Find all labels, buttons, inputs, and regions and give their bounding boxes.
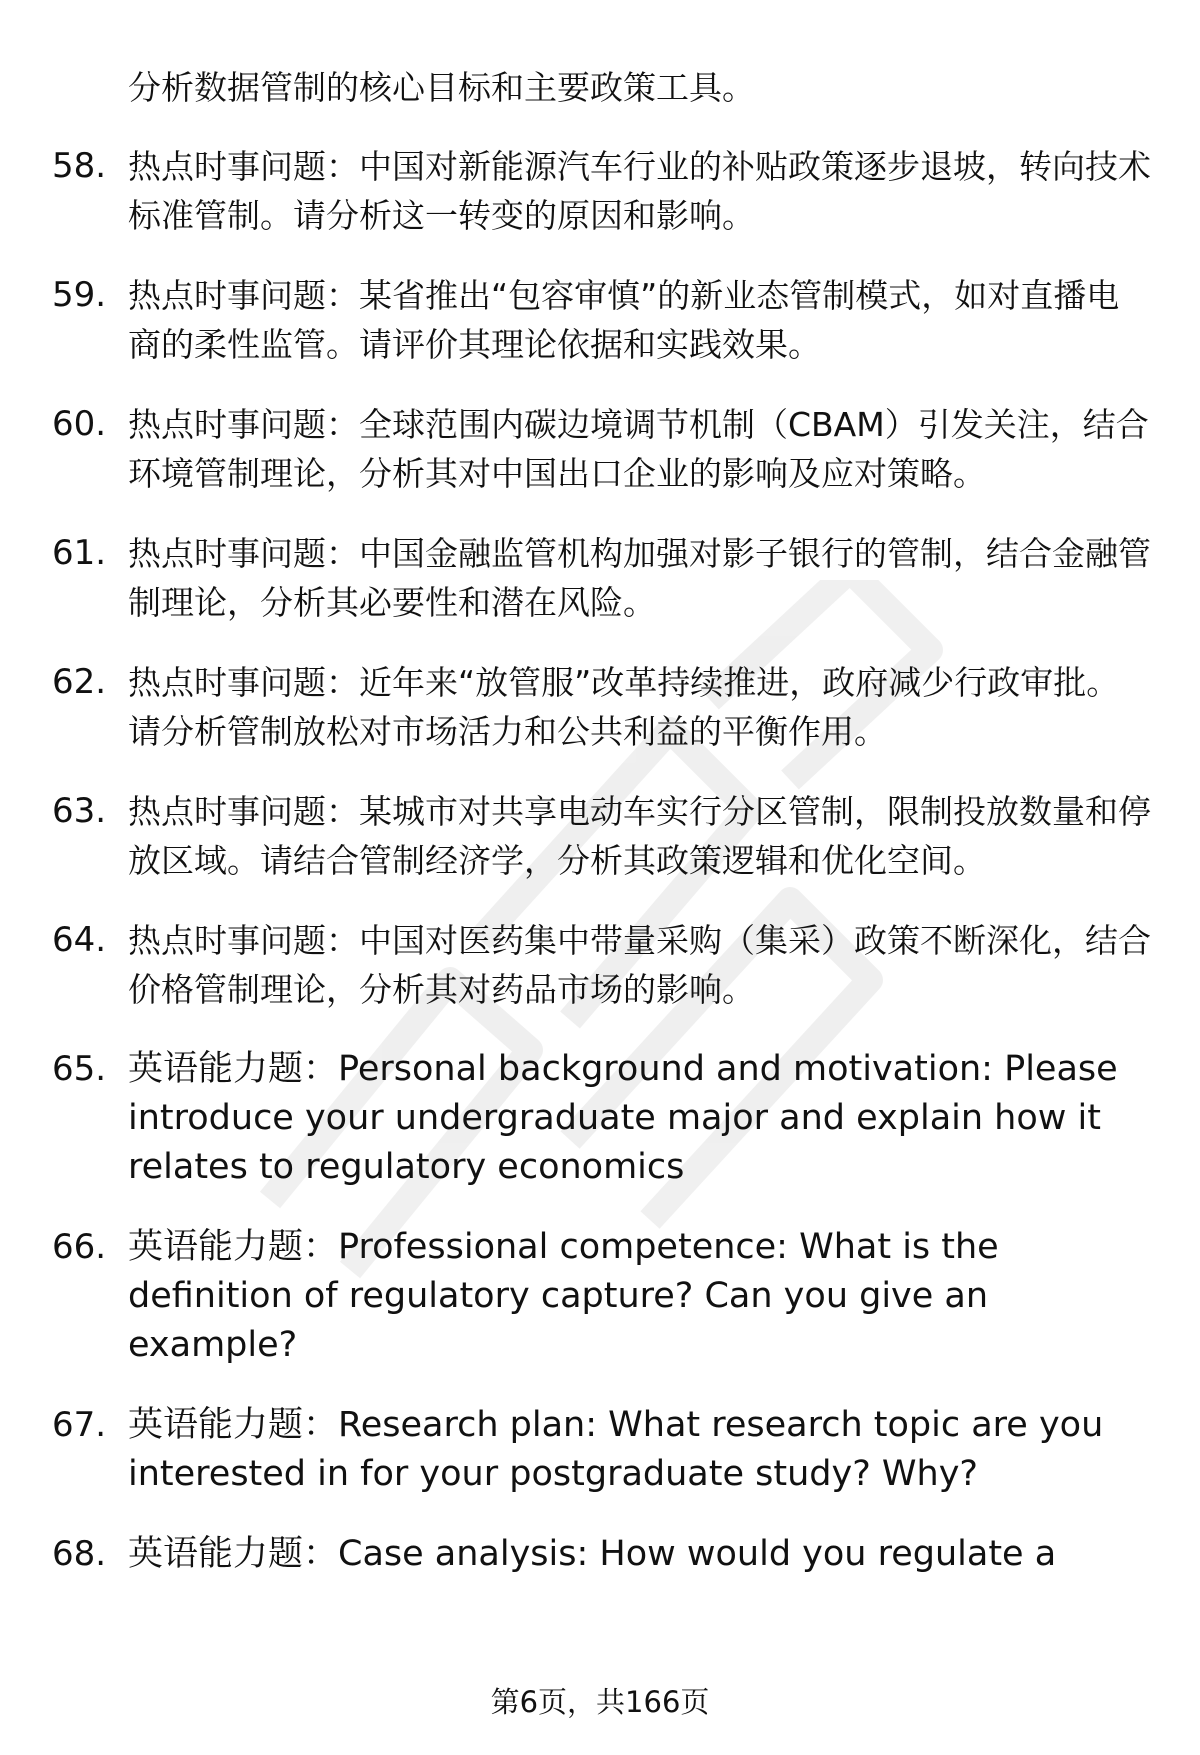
question-number: 59. <box>52 275 107 315</box>
question-number: 67. <box>52 1405 107 1445</box>
question-item <box>0 1530 1200 1579</box>
question-item <box>0 658 1200 756</box>
question-text: 热点时事问题：近年来“放管服”改革持续推进，政府减少行政审批。请分析管制放松对市场活力和公共利益的平衡作用。 <box>128 663 1120 751</box>
question-number: 63. <box>52 791 107 831</box>
question-text: 英语能力题：Professional competence: What is the definition of regulatory capture? Can you give an example? <box>128 1227 999 1365</box>
question-item <box>0 529 1200 627</box>
question-item <box>0 142 1200 240</box>
question-item <box>0 1045 1200 1192</box>
question-number: 66. <box>52 1227 107 1267</box>
question-text: 热点时事问题：中国金融监管机构加强对影子银行的管制，结合金融管制理论，分析其必要性和潜在风险。 <box>128 534 1151 622</box>
question-number: 65. <box>52 1049 107 1089</box>
question-item <box>0 271 1200 369</box>
question-item <box>0 787 1200 885</box>
question-text: 热点时事问题：全球范围内碳边境调节机制（CBAM）引发关注，结合环境管制理论，分析其对中国出口企业的影响及应对策略。 <box>128 405 1149 493</box>
question-number: 62. <box>52 662 107 702</box>
page-footer: 第6页，共166页 <box>490 1685 710 1719</box>
question-text: 英语能力题：Case analysis: How would you regulate a <box>128 1534 1057 1574</box>
question-text: 热点时事问题：某省推出“包容审慎”的新业态管制模式，如对直播电商的柔性监管。请评价其理论依据和实践效果。 <box>128 276 1120 364</box>
question-item <box>0 1401 1200 1499</box>
lead-text: 分析数据管制的核心目标和主要政策工具。 <box>128 68 755 107</box>
question-text: 英语能力题：Personal background and motivation: Please introduce your undergraduate major and explain how it relates to regulatory economics <box>128 1049 1118 1187</box>
question-number: 61. <box>52 533 107 573</box>
question-text: 热点时事问题：中国对新能源汽车行业的补贴政策逐步退坡，转向技术标准管制。请分析这一转变的原因和影响。 <box>128 147 1151 235</box>
question-text: 英语能力题：Research plan: What research topic are you interested in for your postgraduate study? Why? <box>128 1405 1104 1494</box>
question-number: 58. <box>52 146 107 186</box>
question-list <box>0 142 1200 1610</box>
question-number: 60. <box>52 404 107 444</box>
question-item <box>0 916 1200 1014</box>
question-item <box>0 400 1200 498</box>
question-text: 热点时事问题：某城市对共享电动车实行分区管制，限制投放数量和停放区域。请结合管制经济学，分析其政策逻辑和优化空间。 <box>128 792 1151 880</box>
question-text: 热点时事问题：中国对医药集中带量采购（集采）政策不断深化，结合价格管制理论，分析其对药品市场的影响。 <box>128 921 1151 1009</box>
question-number: 64. <box>52 920 107 960</box>
question-item <box>0 1223 1200 1370</box>
question-number: 68. <box>52 1534 107 1574</box>
